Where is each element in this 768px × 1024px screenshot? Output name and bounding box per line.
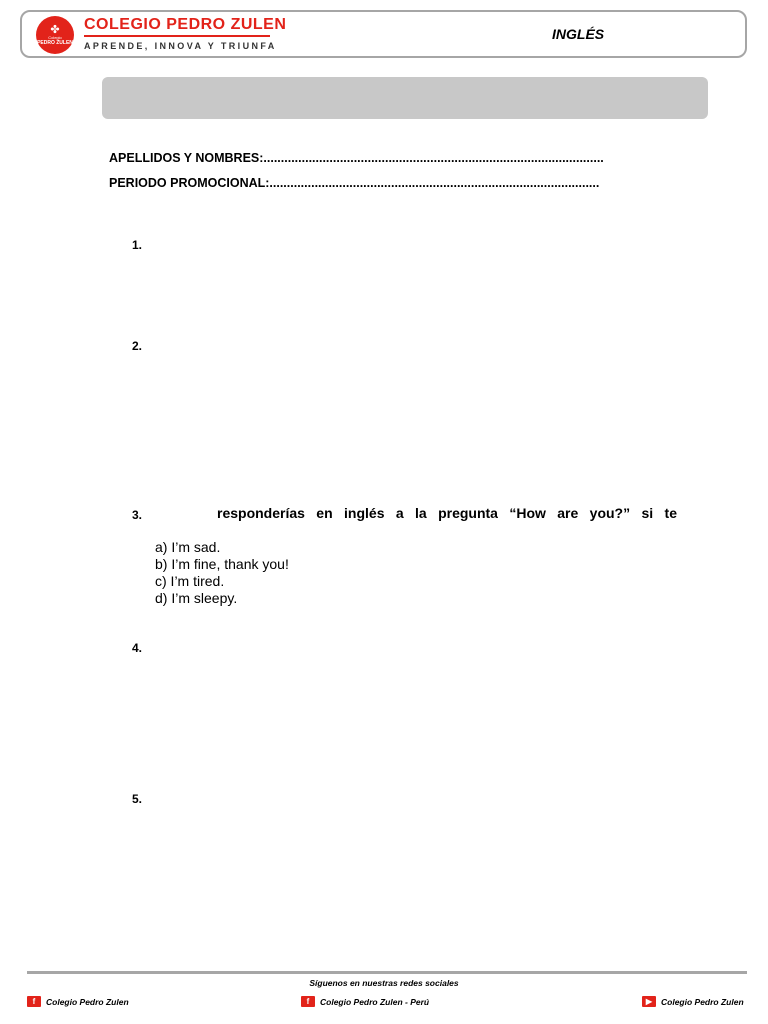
school-name: COLEGIO PEDRO ZULEN xyxy=(84,16,287,33)
social-youtube-link[interactable] xyxy=(642,996,744,1007)
question-text-3: responderías en inglés a la pregunta “How are you?” si te xyxy=(217,505,677,521)
option-d: d) I’m sleepy. xyxy=(155,590,238,606)
question-number-5: 5. xyxy=(132,792,143,806)
social-facebook-link[interactable] xyxy=(27,996,129,1007)
social-label: Colegio Pedro Zulen - Perú xyxy=(320,996,430,1007)
question-number-3: 3. xyxy=(132,508,143,522)
social-label: Colegio Pedro Zulen xyxy=(661,996,744,1007)
logo-text-small: Colegio xyxy=(48,34,62,40)
option-a: a) I’m sad. xyxy=(155,539,221,555)
names-field: APELLIDOS Y NOMBRES:.................................................................................................. xyxy=(109,151,604,165)
question-number-2: 2. xyxy=(132,339,143,353)
period-field: PERIODO PROMOCIONAL:............................................................................................... xyxy=(109,176,600,190)
logo-text: PEDRO ZULEN xyxy=(37,39,73,46)
footer-divider xyxy=(27,971,747,974)
facebook-icon: f xyxy=(301,996,315,1007)
youtube-icon: ▶ xyxy=(642,996,656,1007)
subject-title: INGLÉS xyxy=(552,26,605,42)
title-bar xyxy=(102,77,708,119)
header xyxy=(20,10,747,58)
facebook-icon: f xyxy=(27,996,41,1007)
question-3-options xyxy=(155,539,289,607)
logo-emblem-icon: ✤ xyxy=(50,22,60,36)
option-c: c) I’m tired. xyxy=(155,573,225,589)
social-label: Colegio Pedro Zulen xyxy=(46,996,129,1007)
school-logo xyxy=(36,16,74,54)
school-motto: APRENDE, INNOVA Y TRIUNFA xyxy=(84,41,277,51)
question-number-4: 4. xyxy=(132,641,143,655)
school-name-underline xyxy=(84,35,270,37)
option-b: b) I’m fine, thank you! xyxy=(155,556,289,572)
question-number-1: 1. xyxy=(132,238,143,252)
social-facebook-peru-link[interactable] xyxy=(301,996,429,1007)
follow-text: Síguenos en nuestras redes sociales xyxy=(309,978,459,988)
